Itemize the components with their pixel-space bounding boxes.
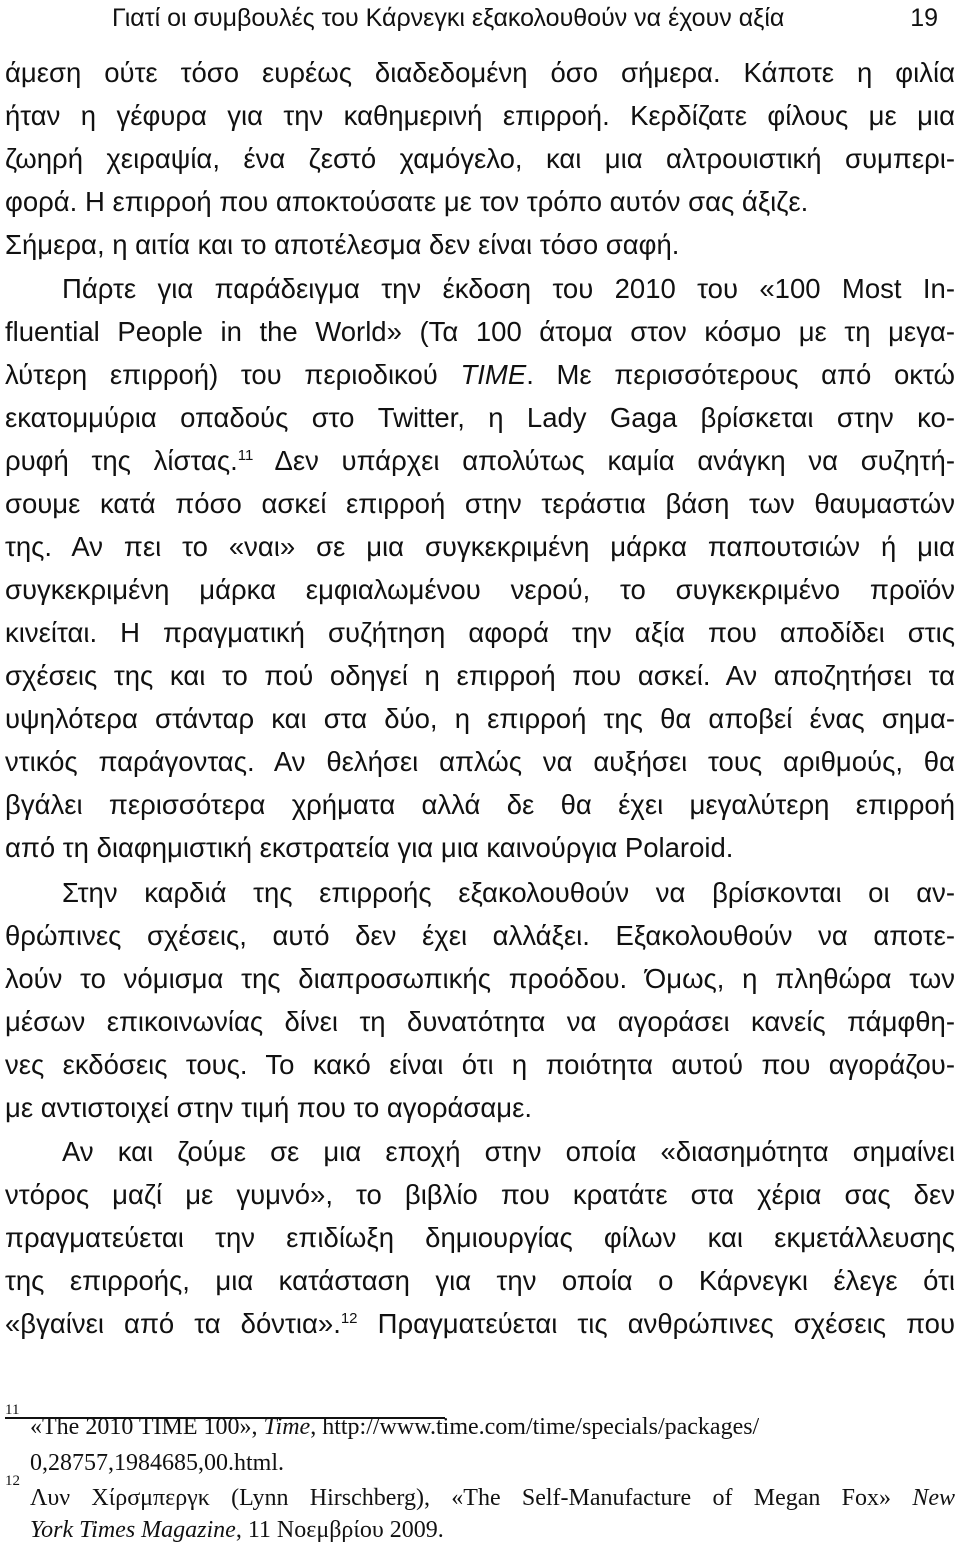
footnote-11-cont[interactable]: 0,28757,1984685,00.html. <box>30 1450 285 1476</box>
body-line: της. Αν πει το «ναι» σε μια συγκεκριμένη μάρκα παπουτσιών ή μια <box>5 531 955 562</box>
footnote-number-11: 11 <box>5 1402 20 1418</box>
running-header <box>22 4 938 44</box>
body-line: Αν και ζούμε σε μια εποχή στην οποία «διασημότητα σημαίνει <box>62 1136 955 1167</box>
footnote-text: Λυν Χίρσμπεργκ (Lynn Hirschberg), «The Self-Manufacture of Megan Fox» <box>30 1485 913 1511</box>
footnote-12-cont <box>30 1513 444 1547</box>
footnote-number-12: 12 <box>5 1473 20 1489</box>
body-line: με αντιστοιχεί στην τιμή που το αγοράσαμε. <box>5 1092 532 1123</box>
body-text: «βγαίνει από τα δόντια». <box>5 1308 341 1339</box>
body-line: συγκεκριμένη μάρκα εμφιαλωμένου νερού, το συγκεκριμένο προϊόν <box>5 574 955 605</box>
body-line: νες εκδόσεις τους. Το κακό είναι ότι η ποιότητα αυτού που αγοράζου- <box>5 1049 955 1080</box>
body-line <box>5 1303 955 1345</box>
body-line: κινείται. Η πραγματική συζήτηση αφορά την αξία που αποδίδει στις <box>5 617 955 648</box>
footnote-ref-11[interactable]: 11 <box>237 446 254 464</box>
body-line <box>5 440 955 482</box>
footnote-italic: New <box>912 1485 955 1511</box>
body-line: Στην καρδιά της επιρροής εξακολουθούν να βρίσκονται οι αν- <box>62 877 955 908</box>
running-header-title: Γιατί οι συμβουλές του Κάρνεγκι εξακολουθούν να έχουν αξία <box>112 4 785 32</box>
body-text: λύτερη επιρροή) του περιοδικού <box>5 359 461 390</box>
body-line: πραγματεύεται την επιδίωξη δημιουργίας φίλων και εκμετάλλευσης <box>5 1222 955 1253</box>
body-text: Δεν υπάρχει απολύτως καμία ανάγκη να συζητή- <box>253 445 955 476</box>
body-line: φορά. Η επιρροή που αποκτούσατε με τον τρόπο αυτόν σας άξιζε. <box>5 186 809 217</box>
footnote-11 <box>30 1410 759 1444</box>
body-line: ντόρος μαζί με γυμνό», το βιβλίο που κρατάτε στα χέρια σας δεν <box>5 1179 955 1210</box>
body-line <box>5 354 955 396</box>
body-line: της επιρροής, μια κατάσταση για την οποία ο Κάρνεγκι έλεγε ότι <box>5 1265 955 1296</box>
body-line: άμεση ούτε τόσο ευρέως διαδεδομένη όσο σήμερα. Κάποτε η φιλία <box>5 57 955 88</box>
footnote-url[interactable]: , http://www.time.com/time/specials/packages/ <box>310 1414 760 1440</box>
footnote-italic: Time <box>263 1414 311 1440</box>
body-line: βγάλει περισσότερα χρήματα αλλά δε θα έχει μεγαλύτερη επιρροή <box>5 789 955 820</box>
body-line: fluential People in the World» (Τα 100 άτομα στον κόσμο με τη μεγα- <box>5 316 955 347</box>
footnote-italic: York Times Magazine <box>30 1517 236 1543</box>
body-line: ζωηρή χειραψία, ένα ζεστό χαμόγελο, και μια αλτρουιστική συμπερι- <box>5 143 955 174</box>
body-line: λούν το νόμισμα της διαπροσωπικής προόδου. Όμως, η πληθώρα των <box>5 963 955 994</box>
body-line: εκατομμύρια οπαδούς στο Twitter, η Lady Gaga βρίσκεται στην κο- <box>5 402 955 433</box>
footnote-text: , 11 Νοεμβρίου 2009. <box>235 1517 444 1543</box>
body-line: ντικός παράγοντας. Αν θελήσει απλώς να αυξήσει τους αριθμούς, θα <box>5 746 955 777</box>
body-text: . Με περισσότερους από οκτώ <box>526 359 955 390</box>
footnote-text: «The 2010 TIME 100», <box>30 1414 264 1440</box>
body-line: υψηλότερα στάνταρ και στα δύο, η επιρροή της θα αποβεί ένας σημα- <box>5 703 955 734</box>
footnote-ref-12[interactable]: 12 <box>340 1309 358 1327</box>
page-number: 19 <box>910 4 938 32</box>
body-line: Πάρτε για παράδειγμα την έκδοση του 2010 του «100 Most In- <box>62 273 955 304</box>
magazine-title: TIME <box>460 359 527 390</box>
footnote-12 <box>30 1481 955 1515</box>
body-text: ρυφή της λίστας. <box>5 445 238 476</box>
body-line: σχέσεις της και το πού οδηγεί η επιρροή που ασκεί. Αν αποζητήσει τα <box>5 660 955 691</box>
body-line: από τη διαφημιστική εκστρατεία για μια καινούργια Polaroid. <box>5 832 734 863</box>
body-line: θρώπινες σχέσεις, αυτό δεν έχει αλλάξει. Εξακολουθούν να αποτε- <box>5 920 955 951</box>
body-line: Σήμερα, η αιτία και το αποτέλεσμα δεν είναι τόσο σαφή. <box>5 229 680 260</box>
body-line: σουμε κατά πόσο ασκεί επιρροή στην τεράστια βάση των θαυμαστών <box>5 488 955 519</box>
body-line: μέσων επικοινωνίας δίνει τη δυνατότητα να αγοράσει κανείς πάμφθη- <box>5 1006 955 1037</box>
body-line: ήταν η γέφυρα για την καθημερινή επιρροή. Κερδίζατε φίλους με μια <box>5 100 955 131</box>
body-text: Πραγματεύεται τις ανθρώπινες σχέσεις που <box>357 1308 955 1339</box>
